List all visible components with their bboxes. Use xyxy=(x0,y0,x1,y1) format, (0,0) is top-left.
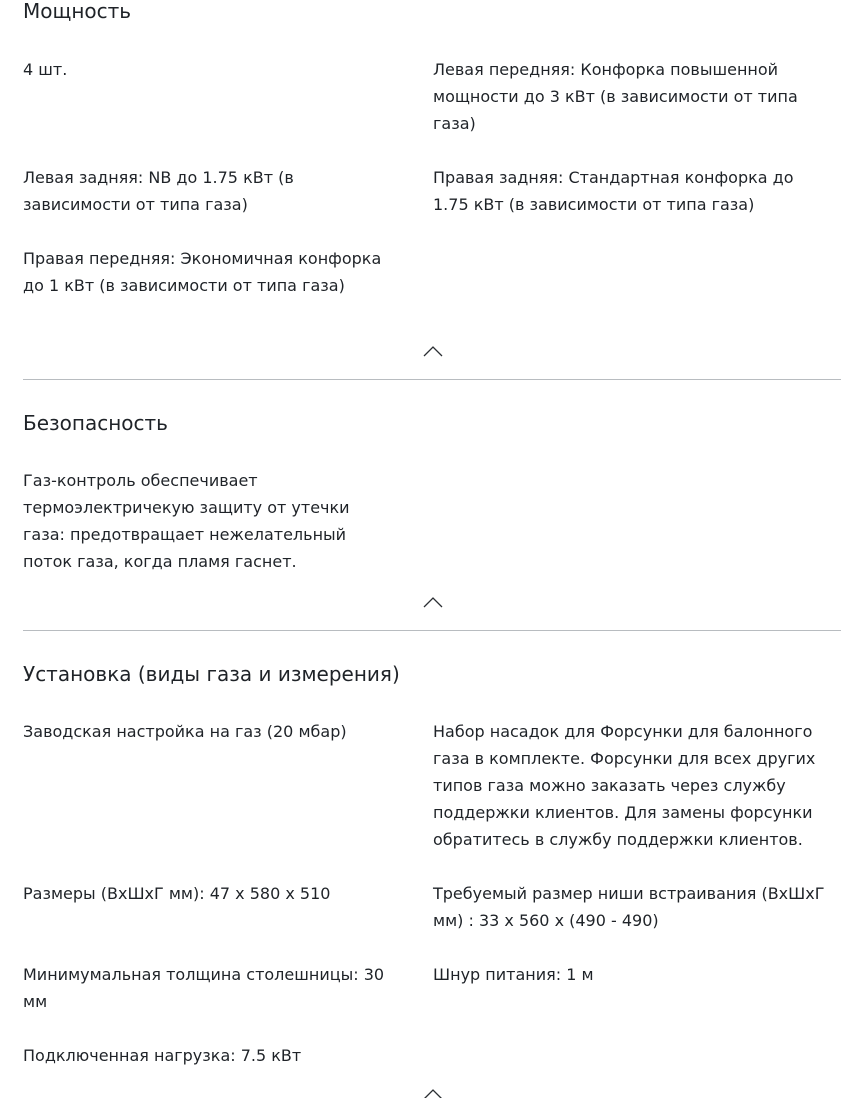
chevron-up-icon xyxy=(421,344,445,358)
section-divider xyxy=(23,630,841,631)
spec-right-front-burner: Правая передняя: Экономичная конфорка до 1 кВт (в зависимости от типа газа) xyxy=(23,249,382,295)
section-divider xyxy=(23,379,841,380)
spec-injector-set: Набор насадок для Форсунки для балонного газа в комплекте. Форсунки для всех других типов газа можно заказать через службу поддержки клиентов. Для замены форсунки обратитесь в службу поддержки клиентов. xyxy=(433,722,816,849)
section-title-safety: Безопасность xyxy=(23,411,168,435)
chevron-up-icon xyxy=(421,595,445,609)
spec-min-worktop-thickness: Минимумальная толщина столешницы: 30 мм xyxy=(23,965,385,1011)
spec-factory-gas-setting: Заводская настройка на газ (20 мбар) xyxy=(23,722,347,741)
section-title-power: Мощность xyxy=(23,0,132,23)
spec-right-rear-burner: Правая задняя: Стандартная конфорка до 1.75 кВт (в зависимости от типа газа) xyxy=(433,168,794,214)
chevron-up-icon xyxy=(421,1087,445,1098)
spec-power-cord: Шнур питания: 1 м xyxy=(433,965,594,984)
collapse-installation-button[interactable] xyxy=(421,1087,445,1098)
collapse-power-button[interactable] xyxy=(421,344,445,358)
spec-burner-count: 4 шт. xyxy=(23,60,68,79)
spec-left-front-burner: Левая передняя: Конфорка повышенной мощности до 3 кВт (в зависимости от типа газа) xyxy=(433,60,798,133)
spec-gas-control: Газ-контроль обеспечивает термоэлектричекую защиту от утечки газа: предотвращает нежелательный поток газа, когда пламя гаснет. xyxy=(23,471,350,571)
spec-connected-load: Подключенная нагрузка: 7.5 кВт xyxy=(23,1046,302,1065)
collapse-safety-button[interactable] xyxy=(421,595,445,609)
spec-dimensions: Размеры (ВхШхГ мм): 47 x 580 x 510 xyxy=(23,884,331,903)
spec-niche-size: Требуемый размер ниши встраивания (ВхШхГ мм) : 33 x 560 x (490 - 490) xyxy=(433,884,825,930)
spec-left-rear-burner: Левая задняя: NB до 1.75 кВт (в зависимости от типа газа) xyxy=(23,168,294,214)
section-title-installation: Установка (виды газа и измерения) xyxy=(23,662,400,686)
